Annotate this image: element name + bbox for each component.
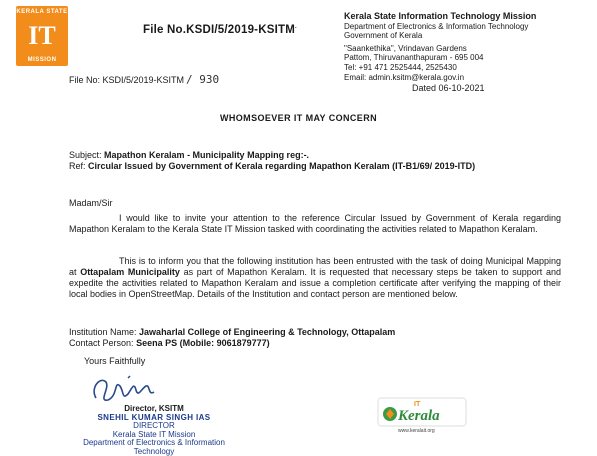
file-number-line: File No: KSDI/5/2019-KSITM / 930 xyxy=(69,73,220,86)
org-dept: Department of Electronics & Information Technology xyxy=(344,21,529,31)
org-gov: Government of Kerala xyxy=(344,31,423,41)
logo-top-text: KERALA STATE xyxy=(16,9,68,15)
closing: Yours Faithfully xyxy=(84,356,146,366)
municipality-name: Ottapalam Municipality xyxy=(80,267,180,277)
salutation: Madam/Sir xyxy=(69,198,113,208)
ksitm-logo xyxy=(16,6,68,66)
signature-block xyxy=(64,405,244,456)
signatory-name: SNEHIL KUMAR SINGH IAS xyxy=(97,412,211,422)
signatory-dept: Department of Electronics & Information Technology xyxy=(83,438,225,456)
header-file-number: File No.KSDI/5/2019-KSITM. xyxy=(143,24,297,36)
org-addr2: Pattom, Thiruvananthapuram - 695 004 xyxy=(344,53,484,63)
subject-block xyxy=(69,150,549,171)
signatory-org: Kerala State IT Mission xyxy=(112,429,196,439)
kerala-logo-it: IT xyxy=(414,401,421,408)
paragraph-1: I would like to invite your attention to the reference Circular Issued by Government of Kerala regarding Mapathon Keralam to the Kerala State IT Mission tasked with coordinating the activities related to Mapathon Keralam. xyxy=(69,213,561,234)
signatory-title: Director, KSITM xyxy=(124,404,184,413)
org-tel: Tel: +91 471 2525444, 2525430 xyxy=(344,62,457,72)
kerala-logo-url: www.keralait.org xyxy=(398,428,435,434)
logo-it-text: IT xyxy=(28,21,56,50)
subject-value: Mapathon Keralam - Municipality Mapping reg:-. xyxy=(104,150,310,160)
handwritten-number: / 930 xyxy=(186,73,220,86)
institution-label: Institution Name: xyxy=(69,327,137,337)
signature-image xyxy=(88,368,168,408)
logo-bottom-text: MISSION xyxy=(27,57,57,63)
ref-value: Circular Issued by Government of Kerala regarding Mapathon Keralam (IT-B1/69/ 2019-ITD) xyxy=(88,160,476,171)
org-addr1: "Saankethika", Vrindavan Gardens xyxy=(344,43,467,53)
kerala-logo-text: Kerala xyxy=(398,408,440,424)
paragraph-2: This is to inform you that the following institution has been entrusted with the task of doing Municipal Mapping at Ottapalam Municipality as part of Mapathon Keralam. It is requested that necessary steps be taken to support and expedite the activities related to Mapathon Keralam and issue a completion certificate after verifying the mapping of their local bodies in OpenStreetMap. Details of the Institution and contact person are mentioned below. xyxy=(69,256,561,299)
institution-value: Jawaharlal College of Engineering & Technology, Ottapalam xyxy=(139,327,396,337)
contact-value: Seena PS (Mobile: 9061879777) xyxy=(136,338,270,348)
org-address-block xyxy=(344,12,536,82)
org-name: Kerala State Information Technology Mission xyxy=(344,11,537,21)
ref-label: Ref: xyxy=(69,160,86,171)
subject-label: Subject: xyxy=(69,150,102,160)
signatory-role: DIRECTOR xyxy=(133,421,175,430)
date: Dated 06-10-2021 xyxy=(412,83,485,93)
contact-label: Contact Person: xyxy=(69,338,134,348)
org-email: Email: admin.ksitm@kerala.gov.in xyxy=(344,72,465,82)
letter-title: WHOMSOEVER IT MAY CONCERN xyxy=(219,113,377,123)
institution-block xyxy=(69,327,395,349)
